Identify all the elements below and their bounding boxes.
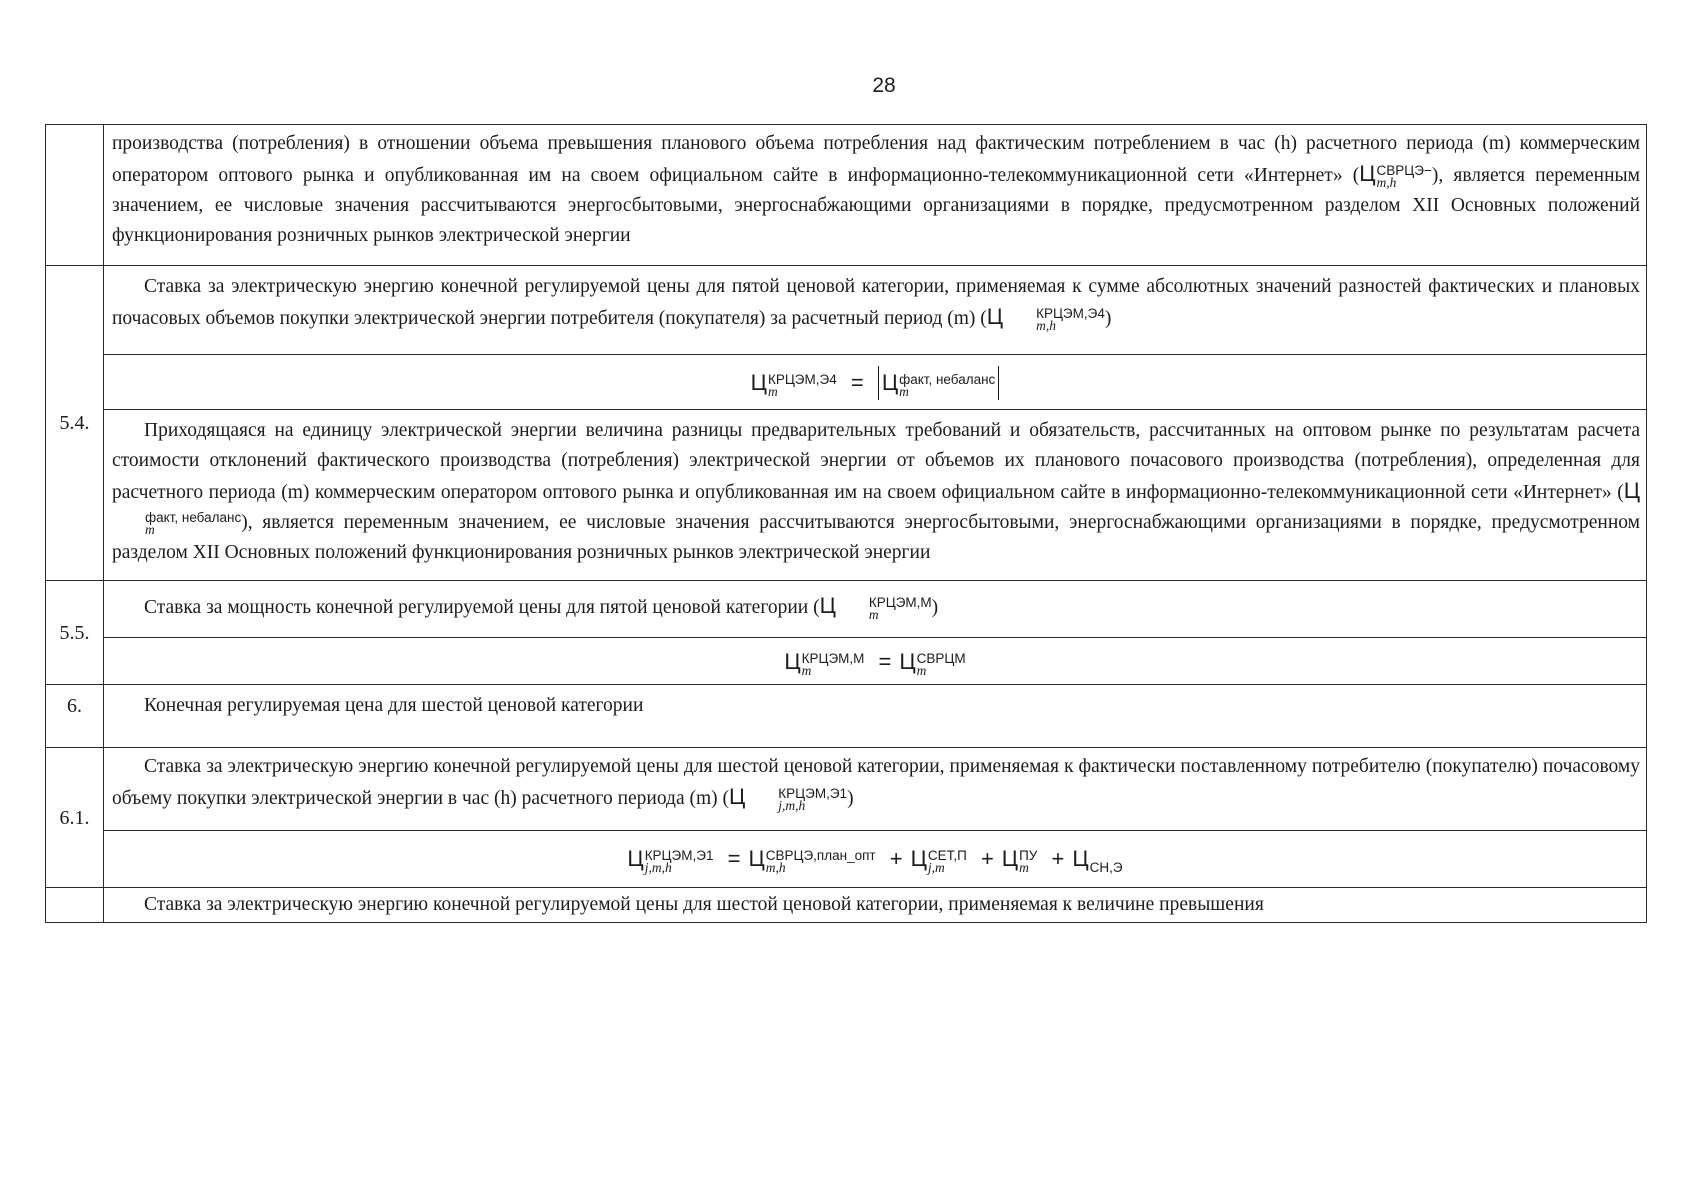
row-body-cell <box>104 266 1647 581</box>
table-row-6 <box>46 685 1647 748</box>
table-row-continuation <box>46 125 1647 266</box>
table-row-6-2 <box>46 888 1647 923</box>
table-row-5-5 <box>46 581 1647 685</box>
row-body-cell <box>104 748 1647 888</box>
tariff-table <box>45 124 1647 923</box>
row-title: Конечная регулируемая цена для шестой ценовой категории <box>144 695 644 716</box>
formula: Ц КРЦЭМ,М m = Ц СВРЦМ m <box>104 637 1646 684</box>
row-body-cell <box>104 888 1647 923</box>
row-body-cell <box>104 685 1647 748</box>
continuation-text: производства (потребления) в отношении объема превышения планового объема потребления над фактическим потреблением в час (h) расчетного периода (m) коммерческим оператором оптового рынка и опубликованная им на своем официальном сайте в информационно-телекоммуникационной сети «Интернет» (Ц СВРЦЭ− m,h ), является переменным значением, ее числовые значения рассчитываются энергосбытовыми, энергоснабжающими организациями в порядке, предусмотренном разделом XII Основных положений функционирования розничных рынков электрической энергии <box>112 133 1640 246</box>
row-title: Ставка за электрическую энергию конечной регулируемой цены для пятой ценовой категории, применяемая к сумме абсолютных значений разностей фактических и плановых почасовых объемов покупки электрической энергии потребителя (покупателя) за расчетный период (m) (Ц КРЦЭМ,Э4 m,h ) <box>112 276 1640 333</box>
row-body-cell <box>104 125 1647 266</box>
row-number-cell <box>46 888 104 923</box>
row-number: 5.4. <box>46 266 104 581</box>
price-symbol: Ц <box>986 304 1004 329</box>
absolute-value: Ц факт, небаланс m <box>878 366 999 400</box>
row-number-cell <box>46 125 104 266</box>
row-number: 6. <box>46 685 104 748</box>
page-number: 28 <box>872 74 896 97</box>
row-number: 5.5. <box>46 581 104 685</box>
row-description: Приходящаяся на единицу электрической энергии величина разницы предварительных требований и обязательств, рассчитанных на оптовом рынке по результатам расчета стоимости отклонений фактического производства (потребления) электрической энергии от объемов их планового почасового производства (потребления), определенная для расчетного периода (m) коммерческим оператором оптового рынка и опубликованная им на своем официальном сайте в информационно-телекоммуникационной сети «Интернет» (Ц факт, небаланс m ), является переменным значением, ее числовые значения рассчитываются энергосбытовыми, энергоснабжающими организациями в порядке, предусмотренном разделом XII Основных положений функционирования розничных рынков электрической энергии <box>104 409 1646 580</box>
table-row-5-4 <box>46 266 1647 581</box>
formula: Ц КРЦЭМ,Э4 m = Ц факт, небаланс m <box>104 354 1646 409</box>
price-symbol: Ц <box>1359 161 1376 186</box>
formula: Ц КРЦЭМ,Э1 j,m,h = Ц СВРЦЭ,план_опт m,h + Ц СЕТ,П j,m + Ц ПУ m + Ц СН,Э <box>104 830 1646 887</box>
row-number: 6.1. <box>46 748 104 888</box>
table-row-6-1 <box>46 748 1647 888</box>
row-body-cell <box>104 581 1647 685</box>
row-title: Ставка за мощность конечной регулируемой цены для пятой ценовой категории (Ц КРЦЭМ,М m ) <box>144 593 939 622</box>
row-title: Ставка за электрическую энергию конечной регулируемой цены для шестой ценовой категории, применяемая к фактически поставленному потребителю (покупателю) почасовому объему покупки электрической энергии в час (h) расчетного периода (m) (Ц КРЦЭМ,Э1 j,m,h ) <box>112 756 1640 813</box>
row-title: Ставка за электрическую энергию конечной регулируемой цены для шестой ценовой категории, применяемая к величине превышения <box>144 894 1264 915</box>
